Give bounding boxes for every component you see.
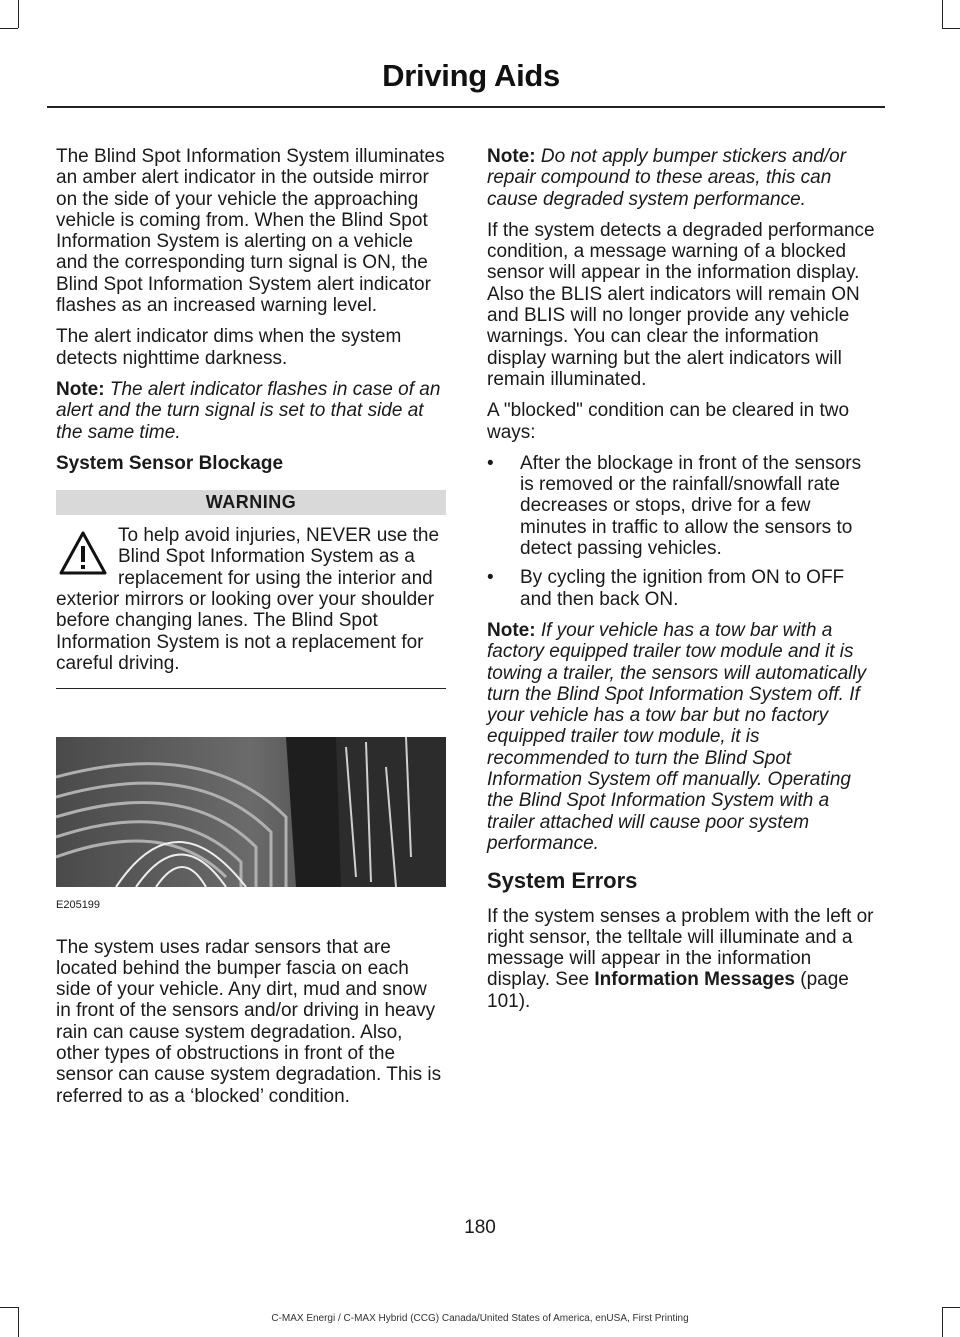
footer-text: C-MAX Energi / C-MAX Hybrid (CCG) Canada/United States of America, enUSA, First Printing [271, 1313, 689, 1324]
note-text: The alert indicator flashes in case of an alert and the turn signal is set to that side at the same time. [56, 378, 441, 443]
crop-mark [0, 28, 18, 29]
crop-mark [942, 1307, 960, 1308]
list-item: • By cycling the ignition from ON to OFF and then back ON. [487, 567, 877, 610]
paragraph: The alert indicator dims when the system detects nighttime darkness. [56, 326, 402, 369]
note-text: If your vehicle has a tow bar with a factory equipped trailer tow module and it is towing a trailer, the sensors will automatically turn the Blind Spot Information System off. If your vehicle has a tow bar but no factory equipped trailer tow module, it is recommended to turn the Blind Spot Information System off manually. Operating the Blind Spot Information System with a trailer attached will cause poor system performance. [487, 619, 867, 854]
crop-mark [942, 0, 943, 28]
warning-triangle-icon [58, 529, 108, 579]
bullet-list [487, 453, 877, 610]
paragraph-text: If the system senses a problem with the left or right sensor, the telltale will illuminate and a message will appear in the information display. See [487, 905, 874, 991]
paragraph: A "blocked" condition can be cleared in two ways: [487, 400, 850, 443]
left-column [56, 146, 446, 1117]
warning-box [56, 525, 446, 689]
header-divider [47, 106, 885, 108]
bumper-illustration [56, 737, 446, 887]
page-reference: (page 101). [487, 969, 849, 1012]
section-heading: System Sensor Blockage [56, 452, 284, 474]
crop-mark [18, 0, 19, 28]
section-heading: System Errors [487, 868, 638, 894]
list-item: • After the blockage in front of the sensors is removed or the rainfall/snowfall rate decreases or stops, drive for a few minutes in traffic to allow the sensors to detect passing vehicles. [487, 453, 877, 559]
paragraph [487, 906, 877, 1012]
warning-divider [56, 688, 446, 689]
page-number: 180 [464, 1217, 496, 1238]
paragraph: If the system detects a degraded performance condition, a message warning of a blocked sensor will appear in the information display. Also the BLIS alert indicators will remain ON and BLIS will no longer provide any vehicle warnings. You can clear the information display warning but the alert indicators will remain illuminated. [487, 219, 875, 390]
sensor-location-figure [56, 737, 446, 887]
page-title: Driving Aids [382, 58, 560, 93]
warning-header: WARNING [56, 490, 446, 515]
note-label: Note: [487, 146, 536, 167]
warning-text: To help avoid injuries, NEVER use the Blind Spot Information System as a replacement for using the interior and exterior mirrors or looking over your shoulder before changing lanes. The Blind Spot Information System is not a replacement for careful driving. [56, 525, 440, 674]
note-label: Note: [56, 378, 105, 400]
paragraph: The Blind Spot Information System illuminates an amber alert indicator in the outside mirror on the side of your vehicle the approaching vehicle is coming from. When the Blind Spot Information System is alerting on a vehicle and the corresponding turn signal is ON, the Blind Spot Information System alert indicator flashes as an increased warning level. [56, 146, 445, 317]
information-messages-link[interactable]: Information Messages [594, 969, 795, 991]
paragraph: The system uses radar sensors that are located behind the bumper fascia on each side of your vehicle. Any dirt, mud and snow in front of the sensors and/or driving in heavy rain can cause system degradation. Also, other types of obstructions in front of the sensor can cause system degradation. This is referred to as a ‘blocked’ condition. [56, 936, 442, 1107]
figure-code: E205199 [56, 899, 101, 912]
note [56, 379, 446, 443]
note [487, 620, 877, 854]
crop-mark [0, 1307, 18, 1308]
note-label: Note: [487, 619, 536, 641]
note [487, 146, 877, 210]
right-column [487, 146, 877, 1022]
note-text: Do not apply bumper stickers and/or repair compound to these areas, this can cause degraded system performance. [487, 146, 847, 210]
crop-mark [942, 28, 960, 29]
